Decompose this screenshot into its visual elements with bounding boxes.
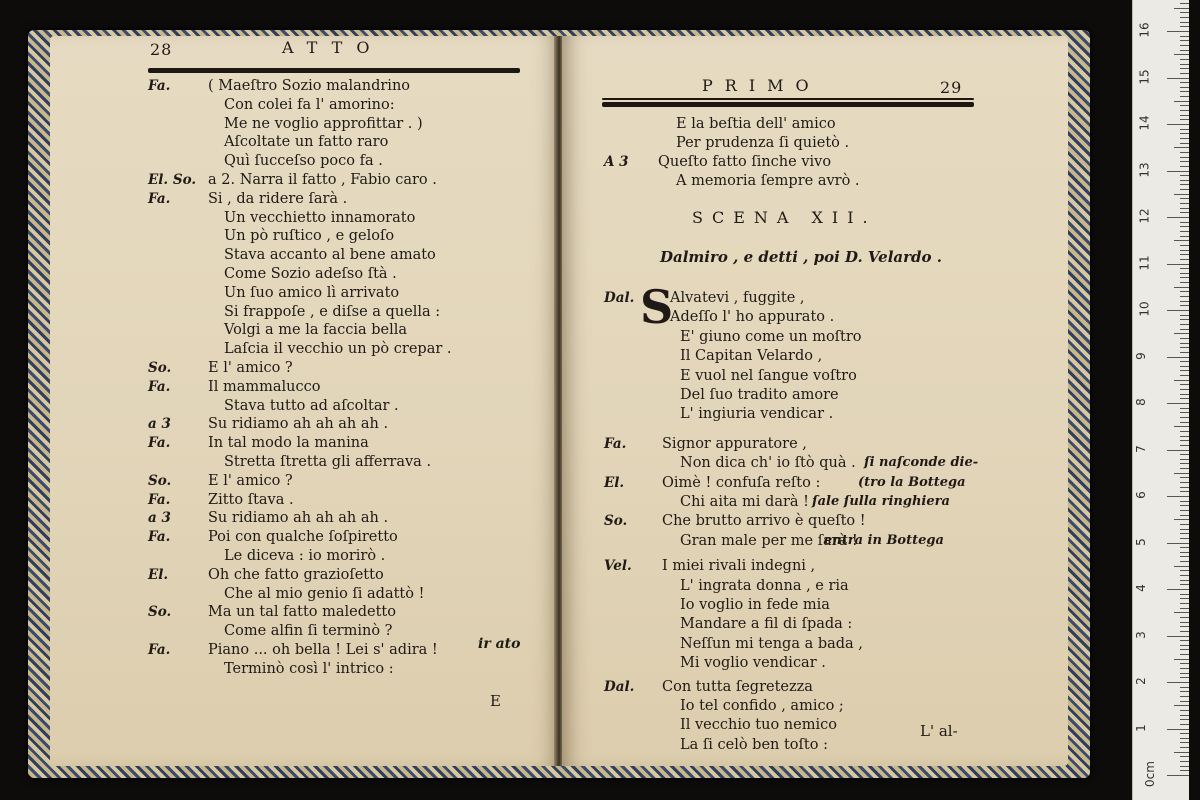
ruler-tick	[1174, 380, 1189, 381]
ruler-tick	[1180, 761, 1189, 762]
ruler-tick	[1180, 82, 1189, 83]
ruler-tick	[1180, 277, 1189, 278]
ruler-tick	[1180, 110, 1189, 111]
ruler-tick	[1180, 273, 1189, 274]
verse-line: Su ridiamo ah ah ah ah .	[208, 416, 389, 433]
ruler-tick	[1180, 352, 1189, 353]
ruler-tick	[1167, 78, 1189, 79]
verse-line: a 2. Narra il fatto , Fabio caro .	[208, 172, 437, 188]
verse-line: Io tel confido , amico ;	[680, 698, 844, 714]
ruler-tick	[1180, 668, 1189, 669]
verse-line: Io voglio in fede mia	[680, 597, 830, 613]
ruler-tick	[1180, 50, 1189, 51]
ruler-tick	[1180, 157, 1189, 158]
verse-line: Su ridiamo ah ah ah ah .	[208, 510, 389, 527]
verse-line: Oh che fatto grazioſetto	[208, 566, 384, 583]
ruler-tick	[1180, 663, 1189, 664]
ruler-tick	[1180, 715, 1189, 716]
drop-cap: S	[640, 280, 674, 334]
ruler-tick	[1180, 59, 1189, 60]
ruler-tick	[1174, 426, 1189, 427]
ruler-tick	[1180, 133, 1189, 134]
ruler-tick	[1180, 152, 1189, 153]
speaker-label: So.	[604, 513, 628, 530]
ruler-tick	[1180, 17, 1189, 18]
ruler-tick	[1174, 612, 1189, 613]
ruler-tick	[1180, 431, 1189, 432]
ruler-tick	[1180, 36, 1189, 37]
ruler-tick	[1167, 775, 1189, 776]
speaker-label: El.	[148, 566, 169, 583]
verse-line: Terminò così l' intrico :	[224, 660, 394, 677]
ruler-tick	[1180, 417, 1189, 418]
verse-line: Poi con qualche ſoſpiretto	[208, 529, 398, 546]
ruler-number: 13	[1137, 161, 1152, 178]
ruler-tick	[1180, 766, 1189, 767]
scene-title: SCENA XII.	[692, 208, 877, 227]
ruler-number: 7	[1133, 444, 1148, 453]
verse-line: Neſſun mi tenga a bada ,	[680, 635, 863, 652]
verse-line: Zitto ſtava .	[208, 491, 294, 508]
ruler-number: 0cm	[1142, 761, 1157, 787]
ruler-tick	[1180, 501, 1189, 502]
ruler-tick	[1180, 343, 1189, 344]
ruler-tick	[1180, 719, 1189, 720]
speaker-label: A 3	[604, 154, 629, 170]
ruler-tick	[1180, 631, 1189, 632]
ruler-tick	[1180, 445, 1189, 446]
ruler-tick	[1180, 510, 1189, 511]
ruler-tick	[1180, 347, 1189, 348]
verse-line: Un ſuo amico lì arrivato	[224, 284, 400, 301]
ruler-tick	[1180, 301, 1189, 302]
ruler-tick	[1180, 226, 1189, 227]
ruler-tick	[1180, 552, 1189, 553]
ruler-tick	[1180, 398, 1189, 399]
ruler-tick	[1180, 556, 1189, 557]
verse-line: Stava tutto ad aſcoltar .	[224, 397, 399, 414]
ruler-tick	[1167, 124, 1189, 125]
ruler-tick	[1180, 649, 1189, 650]
ruler-tick	[1180, 477, 1189, 478]
ruler-tick	[1180, 222, 1189, 223]
ruler-tick	[1180, 138, 1189, 139]
speaker-label: El. So.	[148, 172, 197, 188]
ruler-tick	[1167, 450, 1189, 451]
verse-line: Che brutto arrivo è queſto !	[662, 513, 866, 530]
verse-line: Che al mio genio ſi adattò !	[224, 585, 425, 602]
ruler-number: 6	[1133, 491, 1148, 499]
verse-line: Quì ſucceſso poco fa .	[224, 153, 383, 170]
ruler-tick	[1180, 561, 1189, 562]
running-head: ATTO	[282, 38, 384, 57]
speaker-label: So.	[148, 604, 172, 621]
margin-note: ir ato	[478, 636, 521, 652]
ruler-tick	[1180, 184, 1189, 185]
ruler-tick	[1180, 3, 1189, 4]
stage-direction: ſale ſulla ringhiera	[812, 494, 950, 509]
ruler-tick	[1180, 584, 1189, 585]
speaker-label: Fa.	[148, 78, 171, 94]
ruler-number: 15	[1137, 68, 1152, 85]
verse-line: L' ingiuria vendicar .	[680, 406, 834, 423]
ruler-tick	[1180, 26, 1189, 27]
ruler-tick	[1180, 756, 1189, 757]
ruler-tick	[1174, 473, 1189, 474]
verse-line: Laſcia il vecchio un pò crepar .	[224, 341, 452, 358]
verse-line: In tal modo la manina	[208, 435, 369, 452]
ruler-tick	[1180, 389, 1189, 390]
ruler-tick	[1174, 333, 1189, 334]
ruler-tick	[1180, 254, 1189, 255]
ruler-tick	[1180, 319, 1189, 320]
ruler-tick	[1180, 68, 1189, 69]
ruler-tick	[1180, 64, 1189, 65]
verse-line: ( Maeſtro Sozio malandrino	[208, 78, 411, 94]
speaker-label: Dal.	[604, 290, 635, 306]
verse-line: Mandare a fil di ſpada :	[680, 616, 853, 633]
ruler-tick	[1180, 594, 1189, 595]
verse-line: Chi aita mi darà !	[680, 494, 809, 510]
ruler-tick	[1180, 677, 1189, 678]
ruler-tick	[1167, 589, 1189, 590]
speaker-label: Fa.	[148, 529, 171, 546]
ruler-tick	[1180, 115, 1189, 116]
ruler-number: 10	[1137, 301, 1152, 317]
right-page	[562, 36, 1068, 766]
ruler-number: 4	[1133, 584, 1148, 592]
verse-line: Volgi a me la faccia bella	[224, 322, 408, 339]
ruler-tick	[1174, 54, 1189, 55]
verse-line: La ſi celò ben toſto :	[680, 736, 828, 753]
page-number: 28	[150, 40, 173, 59]
verse-line: Ma un tal fatto maledetto	[208, 604, 396, 621]
ruler-tick	[1180, 208, 1189, 209]
ruler-tick	[1180, 291, 1189, 292]
stage-direction: entra in Bottega	[824, 532, 944, 548]
ruler-tick	[1180, 394, 1189, 395]
ruler-tick	[1180, 212, 1189, 213]
ruler-tick	[1180, 324, 1189, 325]
ruler-tick	[1180, 375, 1189, 376]
ruler-tick	[1180, 440, 1189, 441]
speaker-label: a 3	[148, 510, 171, 527]
ruler-tick	[1180, 412, 1189, 413]
ruler-tick	[1180, 189, 1189, 190]
ruler-tick	[1180, 570, 1189, 571]
verse-line: Stava accanto al bene amato	[224, 247, 436, 264]
ruler-tick	[1180, 91, 1189, 92]
ruler-tick	[1180, 22, 1189, 23]
ruler-tick	[1180, 654, 1189, 655]
ruler-tick	[1180, 268, 1189, 269]
ruler-tick	[1180, 622, 1189, 623]
ruler-tick	[1180, 436, 1189, 437]
verse-line: A memoria ſempre avrò .	[676, 173, 860, 189]
ruler-tick	[1180, 422, 1189, 423]
scene-subtitle: Dalmiro , e detti , poi D. Velardo .	[660, 248, 942, 266]
ruler-number: 1	[1133, 723, 1148, 732]
ruler-tick	[1180, 408, 1189, 409]
ruler-tick	[1180, 73, 1189, 74]
verse-line: Del ſuo tradito amore	[680, 387, 839, 403]
verse-line: Signor appuratore ,	[662, 435, 807, 452]
ruler-tick	[1180, 482, 1189, 483]
ruler-tick	[1180, 598, 1189, 599]
ruler-tick	[1180, 575, 1189, 576]
ruler-tick	[1180, 640, 1189, 641]
ruler-tick	[1167, 496, 1189, 497]
verse-line: E' giuno come un moſtro	[680, 328, 862, 345]
ruler-tick	[1180, 487, 1189, 488]
ruler-tick	[1180, 143, 1189, 144]
ruler-tick	[1180, 710, 1189, 711]
ruler-tick	[1180, 691, 1189, 692]
speaker-label: Vel.	[604, 558, 632, 575]
left-page	[50, 36, 560, 766]
verse-line: L' ingrata donna , e ria	[680, 577, 849, 594]
ruler-tick	[1180, 236, 1189, 237]
header-rule	[602, 102, 974, 107]
verse-line: Mi voglio vendicar .	[680, 655, 826, 672]
ruler-tick	[1180, 361, 1189, 362]
ruler-number: 5	[1133, 537, 1148, 546]
ruler-tick	[1174, 519, 1189, 520]
ruler-tick	[1167, 543, 1189, 544]
ruler-tick	[1180, 645, 1189, 646]
ruler-tick	[1180, 250, 1189, 251]
ruler-tick	[1180, 161, 1189, 162]
ruler-tick	[1167, 171, 1189, 172]
verse-line: I miei rivali indegni ,	[662, 558, 816, 575]
speaker-label: So.	[148, 472, 172, 489]
ruler-number: 16	[1137, 22, 1152, 38]
verse-line: Stretta ſtretta gli afferrava .	[224, 454, 432, 470]
verse-line: Le diceva : io morirò .	[224, 548, 386, 564]
ruler-tick	[1180, 129, 1189, 130]
header-rule-thin	[602, 98, 974, 100]
ruler-tick	[1180, 617, 1189, 618]
ruler-tick	[1180, 770, 1189, 771]
catchword: E	[490, 692, 501, 710]
ruler-tick	[1180, 96, 1189, 97]
verse-line: Per prudenza ſi quietò .	[676, 135, 850, 151]
ruler-tick	[1180, 459, 1189, 460]
running-head: PRIMO	[702, 76, 821, 95]
ruler-tick	[1180, 175, 1189, 176]
ruler-tick	[1174, 287, 1189, 288]
ruler-tick	[1180, 231, 1189, 232]
ruler-tick	[1180, 119, 1189, 120]
verse-line: Un pò ruſtico , e geloſo	[224, 228, 395, 245]
ruler-tick	[1180, 329, 1189, 330]
measuring-ruler	[1132, 0, 1189, 800]
ruler-tick	[1180, 370, 1189, 371]
ruler-tick	[1167, 310, 1189, 311]
ruler-tick	[1180, 105, 1189, 106]
stage-direction: (tro la Bottega	[858, 474, 966, 490]
ruler-tick	[1167, 357, 1189, 358]
ruler-tick	[1180, 366, 1189, 367]
verse-line: Oimè ! confuſa reſto :	[662, 474, 821, 491]
ruler-number: 9	[1133, 351, 1148, 360]
ruler-tick	[1180, 529, 1189, 530]
verse-line: Con colei fa l' amorino:	[224, 96, 395, 113]
ruler-tick	[1180, 533, 1189, 534]
ruler-tick	[1180, 203, 1189, 204]
verse-line: Si , da ridere ſarà .	[208, 190, 348, 207]
ruler-tick	[1180, 468, 1189, 469]
ruler-tick	[1180, 608, 1189, 609]
ruler-tick	[1180, 747, 1189, 748]
ruler-tick	[1174, 8, 1189, 9]
ruler-tick	[1180, 245, 1189, 246]
ruler-tick	[1180, 701, 1189, 702]
speaker-label: Fa.	[148, 491, 171, 508]
header-rule	[148, 68, 520, 73]
ruler-tick	[1180, 198, 1189, 199]
ruler-number: 11	[1137, 254, 1152, 271]
ruler-tick	[1180, 40, 1189, 41]
ruler-tick	[1180, 12, 1189, 13]
verse-line: Il Capitan Velardo ,	[680, 348, 823, 365]
speaker-label: a 3	[148, 416, 171, 433]
ruler-tick	[1174, 194, 1189, 195]
ruler-tick	[1174, 240, 1189, 241]
verse-line: Con tutta ſegretezza	[662, 678, 813, 695]
ruler-number: 12	[1137, 208, 1152, 224]
ruler-tick	[1167, 403, 1189, 404]
ruler-tick	[1180, 87, 1189, 88]
ruler-tick	[1180, 524, 1189, 525]
speaker-label: Dal.	[604, 678, 635, 695]
speaker-label: So.	[148, 360, 172, 376]
ruler-tick	[1180, 259, 1189, 260]
verse-line: Come alfin ſi terminò ?	[224, 623, 393, 640]
ruler-number: 2	[1133, 677, 1148, 685]
ruler-tick	[1180, 687, 1189, 688]
ruler-tick	[1180, 45, 1189, 46]
ruler-tick	[1180, 738, 1189, 739]
ruler-tick	[1167, 264, 1189, 265]
ruler-tick	[1180, 696, 1189, 697]
ruler-number: 14	[1137, 115, 1152, 131]
speaker-label: El.	[604, 474, 625, 491]
ruler-tick	[1180, 491, 1189, 492]
ruler-tick	[1180, 180, 1189, 181]
verse-line: Alvatevi , fuggite ,	[670, 290, 805, 306]
ruler-number: 8	[1133, 398, 1148, 406]
catchword: L' al-	[920, 722, 958, 740]
ruler-tick	[1180, 673, 1189, 674]
ruler-tick	[1180, 305, 1189, 306]
ruler-tick	[1167, 31, 1189, 32]
verse-line: Un vecchietto innamorato	[224, 209, 416, 226]
speaker-label: Fa.	[604, 435, 627, 452]
ruler-tick	[1180, 505, 1189, 506]
ruler-tick	[1180, 742, 1189, 743]
verse-line: Gran male per me ſarà !	[680, 532, 858, 549]
speaker-label: Fa.	[148, 642, 171, 658]
ruler-tick	[1174, 705, 1189, 706]
ruler-tick	[1174, 752, 1189, 753]
verse-line: Queſto fatto ſinche vivo	[658, 154, 832, 170]
speaker-label: Fa.	[148, 378, 171, 395]
ruler-tick	[1180, 626, 1189, 627]
ruler-tick	[1180, 580, 1189, 581]
verse-line: Il vecchio tuo nemico	[680, 717, 837, 734]
verse-line: Aſcoltate un fatto raro	[224, 134, 389, 151]
ruler-tick	[1180, 538, 1189, 539]
verse-line: Come Sozio adeſso ſtà .	[224, 266, 397, 282]
ruler-tick	[1180, 454, 1189, 455]
ruler-number: 3	[1133, 630, 1148, 639]
verse-line: E vuol nel ſangue voſtro	[680, 367, 857, 384]
ruler-tick	[1180, 338, 1189, 339]
ruler-tick	[1180, 547, 1189, 548]
ruler-tick	[1174, 101, 1189, 102]
stage-direction: ſi naſconde die-	[864, 455, 979, 471]
verse-line: Piano ... oh bella ! Lei s' adira !	[208, 642, 438, 658]
verse-line: E l' amico ?	[208, 472, 293, 489]
speaker-label: Fa.	[148, 435, 171, 452]
ruler-tick	[1167, 682, 1189, 683]
ruler-tick	[1180, 296, 1189, 297]
verse-line: Il mammalucco	[208, 378, 321, 395]
ruler-tick	[1174, 147, 1189, 148]
verse-line: Adeſſo l' ho appurato .	[670, 309, 835, 326]
page-number: 29	[940, 78, 963, 97]
ruler-tick	[1180, 166, 1189, 167]
verse-line: E la beſtia dell' amico	[676, 116, 836, 132]
ruler-tick	[1174, 566, 1189, 567]
ruler-tick	[1180, 315, 1189, 316]
verse-line: Me ne voglio approfittar . )	[224, 115, 423, 132]
ruler-tick	[1180, 515, 1189, 516]
verse-line: Si frappoſe , e diſse a quella :	[224, 303, 441, 320]
ruler-tick	[1180, 724, 1189, 725]
ruler-tick	[1180, 603, 1189, 604]
verse-line: Non dica ch' io ſtò quà .	[680, 455, 856, 472]
ruler-tick	[1180, 384, 1189, 385]
ruler-tick	[1167, 217, 1189, 218]
ruler-tick	[1167, 729, 1189, 730]
ruler-tick	[1180, 282, 1189, 283]
ruler-tick	[1167, 636, 1189, 637]
verse-line: E l' amico ?	[208, 360, 293, 376]
ruler-tick	[1180, 463, 1189, 464]
ruler-tick	[1180, 733, 1189, 734]
speaker-label: Fa.	[148, 190, 171, 207]
ruler-tick	[1174, 659, 1189, 660]
